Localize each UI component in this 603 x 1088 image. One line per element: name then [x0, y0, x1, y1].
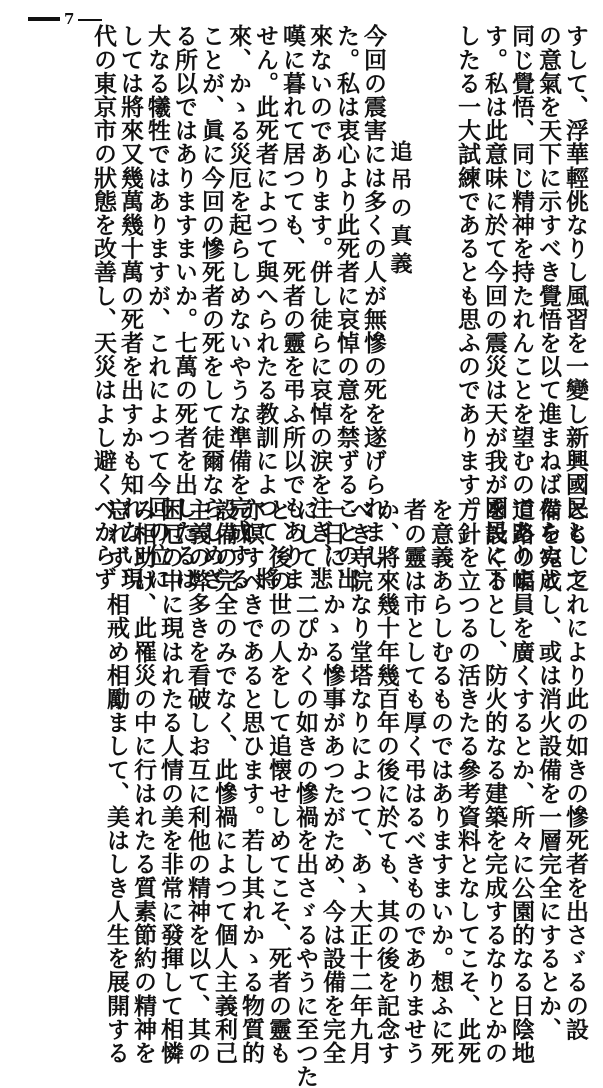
text-line: 同じ覺悟、同じ精神を持たれんことを望むのでありま: [508, 24, 535, 591]
text-line: 亦瞑すべきであると思ひます。若し其れかゝる物質的: [238, 498, 265, 1065]
header-rule-left: [28, 17, 60, 21]
text-line: 困厄の中に現はれたる人情の美を非常に發揮して相憐: [157, 498, 184, 1065]
text-line: 主義の弊多きを看破しお互に利他の精神を以て、其の: [184, 498, 211, 1065]
text-line: か、將來幾十年幾百年の後に於ても、其の後を記念す: [373, 498, 400, 1065]
text-line: ことが、眞に今回の慘死者の死をして徒爾ならしめざ: [198, 24, 225, 591]
text-line: 嘆に暮れて居つても、死者の靈を弔ふ所以でもありま: [279, 24, 306, 591]
bottom-text-block: [103, 498, 589, 1088]
text-line: 設備の完全のみでなく、此慘禍によつて個人主義利己: [211, 498, 238, 1065]
text-line: べき寺院なり堂塔なりによつて、あゝ大正十二年九月: [346, 498, 373, 1065]
header-rule-right: [78, 19, 102, 21]
text-line: とも、之れにより此の如きの慘死者を出さゞるの設: [562, 498, 589, 1041]
text-line: 大なる犧牲ではありますが、これによつて今回の位に: [144, 24, 171, 591]
text-line: 忘れず、相戒め相勵まして、美はしき人生を展開する: [103, 498, 130, 1065]
page-number: 7: [64, 9, 75, 28]
text-line: すして、浮華輕佻なりし風習を一變し新興國民として: [562, 24, 589, 591]
top-text-block-continuation: [454, 24, 589, 591]
text-line: 來ないのであります。併し徒らに哀悼の涙を注ぎ、悲: [306, 24, 333, 591]
text-line: せん。此死者によつて與へられたる教訓によつて、將: [252, 24, 279, 591]
text-line: た。私は衷心より此死者に哀悼の意を禁ずることの出: [333, 24, 360, 591]
text-line: み相助け、此罹災の中に行はれたる質素節約の精神を: [130, 498, 157, 1065]
text-line: したる一大試練であるとも思ふのであります。: [454, 24, 481, 520]
text-line: 來、かゝる災厄を起らしめないやうな準備を完成する: [225, 24, 252, 591]
text-line: にして、二ぴかくの如きの慘禍を出さゞるやうに至つた: [292, 498, 319, 1088]
text-line: 今回の震害には多くの人が無慘の死を遂げられまし: [360, 24, 387, 567]
top-text-block-main: [90, 24, 387, 591]
text-line: 代の東京市の狀態を改善し、天災はよし避くべからず: [90, 24, 117, 591]
text-line: 備を完成し、或は消火設備を一層完全にするとか、: [535, 498, 562, 1041]
text-line: 道路の幅員を廣くするとか、所々に公園的なる日陰地: [508, 498, 535, 1065]
text-line: を設くるとし、防火的なる建築を完成するなりとかの: [481, 498, 508, 1065]
text-line: と、後の世の人をして追懐せしめてこそ、死者の靈も: [265, 498, 292, 1065]
text-line: る所以ではありますまいか。七萬の死者を出したるは: [171, 24, 198, 591]
text-line: しては將來又幾萬幾十萬の死者を出すかも知れない現: [117, 24, 144, 591]
text-line: を意義あらしむるものではありますまいか。想ふに死: [427, 498, 454, 1065]
section-heading: 追吊の真義: [387, 140, 413, 280]
text-line: の意氣を天下に示すべき覺悟を以て進まねばならぬと: [535, 24, 562, 591]
section-divider: [20, 485, 585, 486]
text-line: 一日に、かゝる慘事があつたがため、今は設備を完全: [319, 498, 346, 1065]
text-line: 方針を立つるの活きたる參考資料となしてこそ、此死: [454, 498, 481, 1065]
text-line: 者の靈は市としても厚く弔はるべきものでありませう: [400, 498, 427, 1065]
text-line: す。私は此意味に於て今回の震災は天が我が國民に下: [481, 24, 508, 591]
